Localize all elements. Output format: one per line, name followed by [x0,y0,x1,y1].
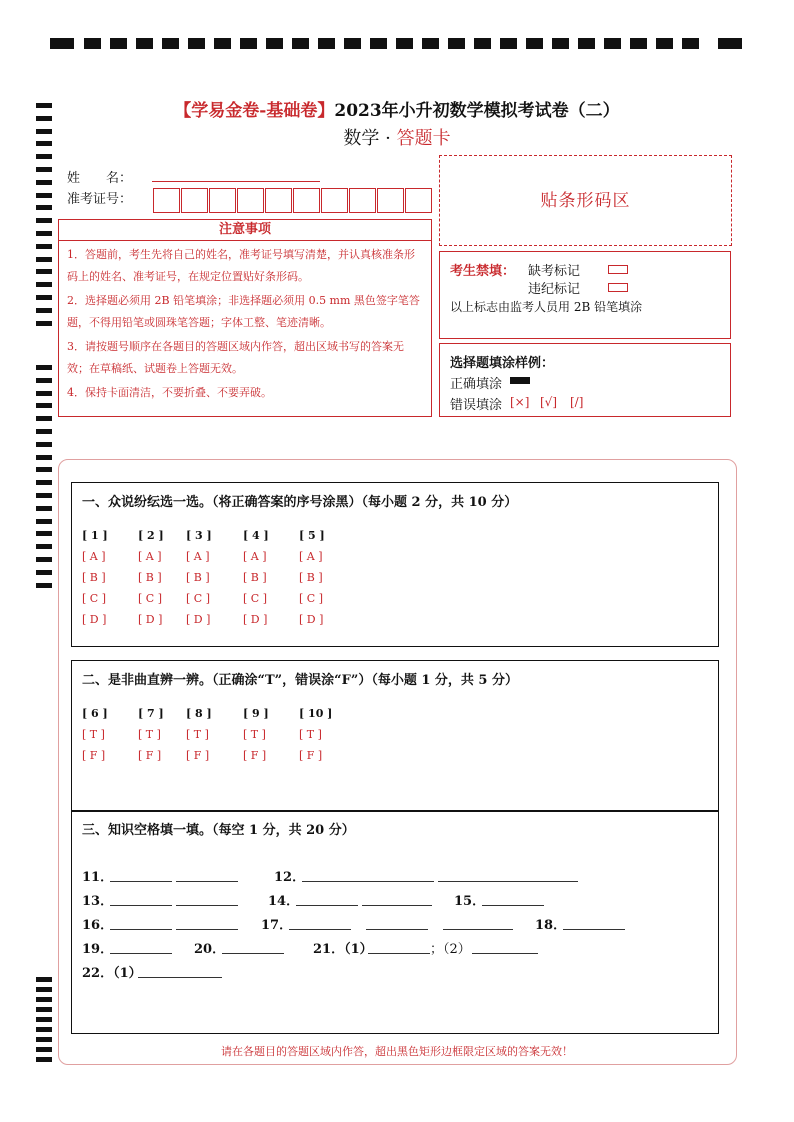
id-digit-box[interactable] [377,188,404,213]
timing-mark [36,231,52,236]
q12-blank-1[interactable] [302,869,434,882]
timing-block [630,38,647,49]
q12-label: 12． [274,870,306,885]
question-number: [ 5 ] [299,529,325,542]
timing-mark [36,557,52,562]
id-digit-box[interactable] [349,188,376,213]
timing-mark [36,506,52,511]
answer-bubble[interactable]: [ A ] [186,550,210,563]
q21-blank-1[interactable] [368,941,430,954]
timing-block [84,38,101,49]
answer-bubble[interactable]: [ D ] [299,613,324,626]
q17-blank-1[interactable] [289,917,351,930]
q11-label: 11． [82,870,114,885]
timing-mark [36,519,52,524]
q15-label: 15． [454,894,486,909]
timing-block [422,38,439,49]
timing-block [214,38,231,49]
timing-mark [36,378,52,383]
q22-label: 22．（1） [82,966,142,981]
question-number: [ 8 ] [186,707,212,720]
answer-bubble[interactable]: [ C ] [243,592,267,605]
subtitle-dot: · [385,128,391,149]
answer-bubble[interactable]: [ F ] [299,749,323,762]
question-number: [ 1 ] [82,529,108,542]
timing-mark [36,544,52,549]
wrong-mark-slash: [/] [570,395,584,409]
note-item: 1．答题前，考生先将自己的姓名，准考证号填写清楚，并认真核准条形码上的姓名、准考证号，在规定位置贴好条形码。 [67,248,415,283]
timing-block [370,38,387,49]
timing-block [318,38,335,49]
q16-blank-2[interactable] [176,917,238,930]
timing-mark [36,997,52,1002]
q14-blank-2[interactable] [362,893,432,906]
answer-bubble[interactable]: [ C ] [186,592,210,605]
timing-block [474,38,491,49]
timing-mark [36,295,52,300]
title-rest: 2023年小升初数学模拟考试卷（二） [334,101,620,121]
answer-bubble[interactable]: [ T ] [299,728,322,741]
timing-mark [36,442,52,447]
q21-part2-label: ；（2） [430,942,471,957]
section-3 [71,810,719,1034]
timing-mark [36,1027,52,1032]
timing-block [604,38,621,49]
answer-bubble[interactable]: [ A ] [299,550,323,563]
timing-block [188,38,205,49]
answer-bubble[interactable]: [ F ] [138,749,162,762]
q18-label: 18． [535,918,567,933]
q13-blank-1[interactable] [110,893,172,906]
subtitle-subject: 数学 [343,128,380,149]
q19-blank-1[interactable] [110,941,172,954]
id-digit-box[interactable] [209,188,236,213]
answer-bubble[interactable]: [ F ] [243,749,267,762]
timing-mark [36,193,52,198]
absent-mark-box[interactable] [608,265,628,274]
timing-mark [36,154,52,159]
answer-bubble[interactable]: [ T ] [186,728,209,741]
timing-mark [36,570,52,575]
timing-block [396,38,413,49]
answer-bubble[interactable]: [ C ] [299,592,323,605]
q20-label: 20． [194,942,226,957]
question-number: [ 3 ] [186,529,212,542]
q16-label: 16． [82,918,114,933]
id-digit-box[interactable] [405,188,432,213]
correct-fill-label: 正确填涂 [450,377,503,392]
timing-mark [36,244,52,249]
timing-block [162,38,179,49]
timing-block [500,38,517,49]
q17-blank-2[interactable] [366,917,428,930]
answer-bubble[interactable]: [ B ] [186,571,210,584]
page-title [0,96,794,121]
question-number: [ 2 ] [138,529,164,542]
timing-block [292,38,309,49]
timing-block [110,38,127,49]
timing-mark [36,416,52,421]
id-digit-box[interactable] [181,188,208,213]
section-1 [71,482,719,647]
answer-bubble[interactable]: [ F ] [186,749,210,762]
timing-mark [36,180,52,185]
timing-mark [36,467,52,472]
q19-label: 19． [82,942,114,957]
answer-bubble[interactable]: [ A ] [138,550,162,563]
q20-blank-1[interactable] [222,941,284,954]
timing-mark [36,282,52,287]
question-number: [ 9 ] [243,707,269,720]
answer-bubble[interactable]: [ C ] [82,592,106,605]
timing-mark [36,429,52,434]
question-number: [ 7 ] [138,707,164,720]
barcode-area [439,155,732,246]
name-field[interactable] [152,181,320,182]
note-item: 3．请按题号顺序在各题目的答题区域内作答，超出区域书写的答案无效；在草稿纸、试题卷上答题无效。 [67,340,404,375]
id-digit-box[interactable] [293,188,320,213]
q14-label: 14． [268,894,300,909]
timing-block [448,38,465,49]
section-2-heading: 二、是非曲直辨一辨。（正确涂“T”，错误涂“F”）（每小题 1 分，共 5 分） [82,673,519,688]
q13-label: 13． [82,894,114,909]
timing-mark [36,257,52,262]
violation-mark-box[interactable] [608,283,628,292]
timing-mark [36,493,52,498]
q21-blank-2[interactable] [472,941,538,954]
answer-bubble[interactable]: [ D ] [186,613,211,626]
violation-label: 违纪标记 [528,282,581,297]
fill-sample-box [439,343,731,417]
wrong-fill-label: 错误填涂 [450,398,503,413]
timing-mark [36,1007,52,1012]
q16-blank-1[interactable] [110,917,172,930]
timing-mark [36,455,52,460]
q11-blank-1[interactable] [110,869,172,882]
q14-blank-1[interactable] [296,893,358,906]
timing-mark [36,365,52,370]
answer-bubble[interactable]: [ D ] [82,613,107,626]
id-digit-box[interactable] [237,188,264,213]
q17-label: 17． [261,918,293,933]
id-number-boxes[interactable] [153,188,433,212]
section-1-heading: 一、众说纷纭选一选。（将正确答案的序号涂黑）（每小题 2 分，共 10 分） [82,495,518,510]
title-bracket: 【学易金卷-基础卷】 [174,101,335,121]
note-item: 2．选择题必须用 2B 铅笔填涂；非选择题必须用 0.5 mm 黑色签字笔答题，不得用铅笔或圆珠笔答题；字体工整、笔迹清晰。 [67,294,420,329]
timing-block [240,38,257,49]
timing-block [656,38,673,49]
wrong-mark-cross: [×] [510,395,530,409]
q12-blank-2[interactable] [438,869,578,882]
top-timing-marks [50,38,744,50]
sample-title: 选择题填涂样例： [450,356,555,371]
forbid-title: 考生禁填： [450,264,516,279]
section-2 [71,660,719,812]
answer-bubble[interactable]: [ A ] [82,550,106,563]
barcode-label: 贴条形码区 [540,191,631,211]
timing-mark [36,218,52,223]
timing-mark [36,321,52,326]
timing-mark [36,167,52,172]
notes-heading: 注意事项 [59,220,431,241]
answer-bubble[interactable]: [ T ] [82,728,105,741]
timing-block [526,38,543,49]
answer-bubble[interactable]: [ B ] [82,571,106,584]
timing-mark [36,1037,52,1042]
timing-mark [36,308,52,313]
question-number: [ 10 ] [299,707,333,720]
id-digit-box[interactable] [265,188,292,213]
timing-mark [36,583,52,588]
q11-blank-2[interactable] [176,869,238,882]
timing-block [682,38,699,49]
answer-bubble[interactable]: [ T ] [138,728,161,741]
subtitle-card: 答题卡 [396,128,451,149]
id-digit-box[interactable] [153,188,180,213]
forbid-note: 以上标志由监考人员用 2B 铅笔填涂 [450,300,643,314]
answer-bubble[interactable]: [ A ] [243,550,267,563]
timing-block [136,38,153,49]
timing-block [578,38,595,49]
answer-bubble[interactable]: [ B ] [138,571,162,584]
answer-bubble[interactable]: [ B ] [243,571,267,584]
timing-mark [36,480,52,485]
timing-mark [36,987,52,992]
timing-mark [36,269,52,274]
timing-mark [36,1017,52,1022]
id-digit-box[interactable] [321,188,348,213]
answer-bubble[interactable]: [ B ] [299,571,323,584]
section-3-heading: 三、知识空格填一填。（每空 1 分，共 20 分） [82,823,355,838]
answer-bubble[interactable]: [ C ] [138,592,162,605]
timing-block [552,38,569,49]
timing-mark [36,205,52,210]
timing-mark [36,391,52,396]
note-item: 4．保持卡面清洁，不要折叠、不要弄破。 [67,386,272,399]
timing-block [50,38,74,49]
answer-bubble[interactable]: [ D ] [138,613,163,626]
proctor-only-box [439,251,731,339]
q15-blank-1[interactable] [482,893,544,906]
timing-block [344,38,361,49]
timing-block [718,38,742,49]
timing-mark [36,531,52,536]
q13-blank-2[interactable] [176,893,238,906]
name-label: 姓 名： [67,171,133,186]
question-number: [ 6 ] [82,707,108,720]
question-number: [ 4 ] [243,529,269,542]
timing-block [266,38,283,49]
footer-warning: 请在各题目的答题区域内作答，超出黑色矩形边框限定区域的答案无效！ [221,1045,573,1058]
notes-box [58,219,432,417]
timing-mark [36,403,52,408]
q21-label: 21．（1） [313,942,373,957]
page-subtitle [0,124,794,150]
timing-mark [36,977,52,982]
absent-label: 缺考标记 [528,264,581,279]
correct-fill-sample [510,377,530,384]
q22-blank-1[interactable] [138,965,222,978]
answer-bubble[interactable]: [ T ] [243,728,266,741]
answer-bubble[interactable]: [ D ] [243,613,268,626]
wrong-mark-check: [√] [540,395,558,409]
answer-bubble[interactable]: [ F ] [82,749,106,762]
q18-blank-1[interactable] [563,917,625,930]
q17-blank-3[interactable] [443,917,513,930]
id-label: 准考证号： [67,192,133,207]
